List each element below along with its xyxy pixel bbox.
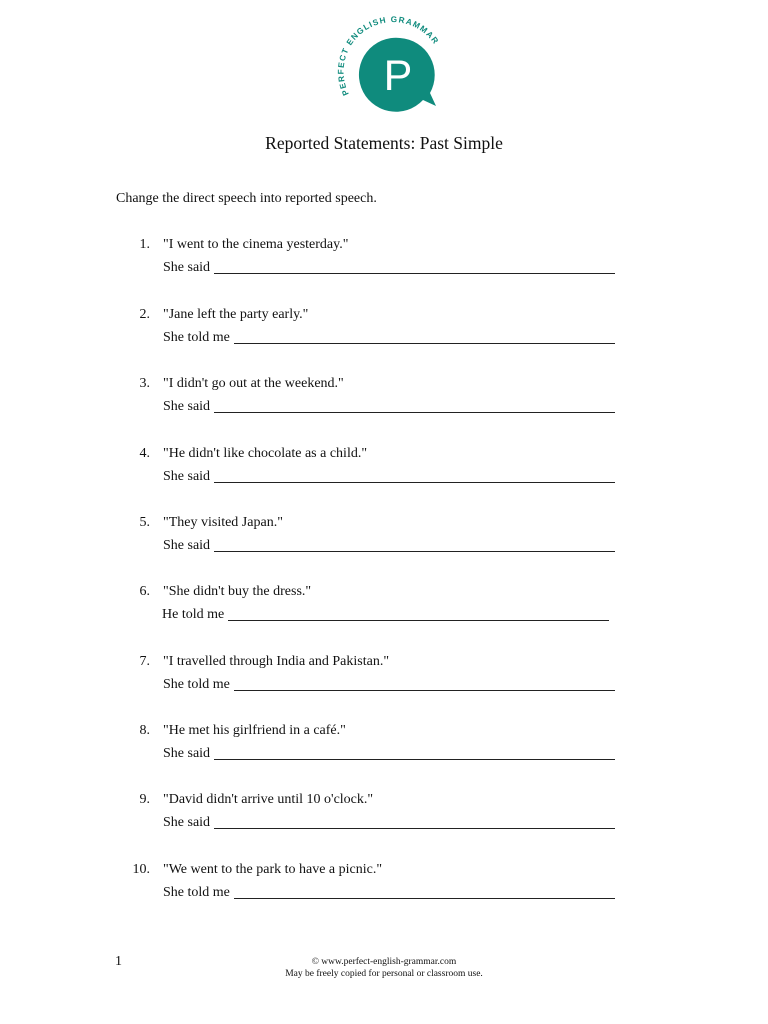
direct-speech-sentence: "He didn't like chocolate as a child."	[163, 446, 368, 461]
answer-prompt: She said	[163, 260, 211, 275]
exercise-item	[0, 653, 768, 703]
exercise-number: 9.	[139, 792, 150, 807]
exercise-number: 10.	[132, 862, 150, 877]
direct-speech-sentence: "They visited Japan."	[163, 515, 283, 530]
direct-speech-sentence: "He met his girlfriend in a café."	[163, 723, 346, 738]
exercise-number: 7.	[139, 654, 150, 669]
answer-blank[interactable]	[214, 745, 615, 760]
footer-copyright	[0, 956, 768, 980]
exercise-number: 4.	[139, 446, 150, 461]
exercise-number: 5.	[139, 515, 150, 530]
exercise-number: 1.	[139, 237, 150, 252]
answer-row	[163, 468, 615, 486]
exercise-number: 2.	[139, 307, 150, 322]
direct-speech-sentence: "I travelled through India and Pakistan."	[163, 654, 390, 669]
answer-prompt: She told me	[163, 885, 230, 900]
answer-prompt: She told me	[163, 330, 230, 345]
answer-row	[163, 259, 615, 277]
worksheet-instruction: Change the direct speech into reported speech.	[116, 191, 377, 206]
direct-speech-sentence: "I went to the cinema yesterday."	[163, 237, 349, 252]
answer-row	[163, 398, 615, 416]
answer-blank[interactable]	[214, 259, 615, 274]
answer-prompt: She said	[163, 469, 211, 484]
exercise-item	[0, 306, 768, 356]
exercise-item	[0, 445, 768, 495]
direct-speech-sentence: "David didn't arrive until 10 o'clock."	[163, 792, 374, 807]
answer-blank[interactable]	[234, 329, 615, 344]
answer-blank[interactable]	[228, 606, 609, 621]
answer-blank[interactable]	[214, 814, 615, 829]
answer-row	[163, 537, 615, 555]
answer-prompt: She said	[163, 746, 211, 761]
answer-prompt: She said	[163, 815, 211, 830]
answer-blank[interactable]	[214, 468, 615, 483]
exercise-item	[0, 514, 768, 564]
exercise-item	[0, 861, 768, 911]
license-text: May be freely copied for personal or classroom use.	[285, 969, 483, 979]
answer-row	[163, 884, 615, 902]
direct-speech-sentence: "She didn't buy the dress."	[163, 584, 312, 599]
direct-speech-sentence: "I didn't go out at the weekend."	[163, 376, 344, 391]
answer-row	[162, 606, 609, 624]
answer-row	[163, 329, 615, 347]
logo-letter: P	[383, 52, 413, 100]
page-number: 1	[115, 954, 122, 969]
perfect-english-grammar-logo	[326, 14, 444, 114]
copyright-text: © www.perfect-english-grammar.com	[311, 957, 457, 967]
answer-prompt: She told me	[163, 677, 230, 692]
exercise-item	[0, 375, 768, 425]
answer-row	[163, 814, 615, 832]
exercise-number: 8.	[139, 723, 150, 738]
exercise-item	[0, 583, 768, 633]
direct-speech-sentence: "We went to the park to have a picnic."	[163, 862, 383, 877]
exercise-item	[0, 722, 768, 772]
answer-blank[interactable]	[214, 537, 615, 552]
logo-brand-text: PERFECT ENGLISH GRAMMAR	[336, 14, 441, 97]
worksheet-title: Reported Statements: Past Simple	[265, 133, 503, 153]
exercise-number: 6.	[139, 584, 150, 599]
exercise-item	[0, 236, 768, 286]
answer-prompt: He told me	[162, 607, 225, 622]
speech-bubble-p-icon	[326, 14, 444, 114]
direct-speech-sentence: "Jane left the party early."	[163, 307, 309, 322]
answer-row	[163, 745, 615, 763]
exercise-item	[0, 791, 768, 841]
exercise-number: 3.	[139, 376, 150, 391]
answer-prompt: She said	[163, 399, 211, 414]
answer-blank[interactable]	[214, 398, 615, 413]
answer-prompt: She said	[163, 538, 211, 553]
answer-blank[interactable]	[234, 884, 615, 899]
answer-blank[interactable]	[234, 676, 615, 691]
answer-row	[163, 676, 615, 694]
